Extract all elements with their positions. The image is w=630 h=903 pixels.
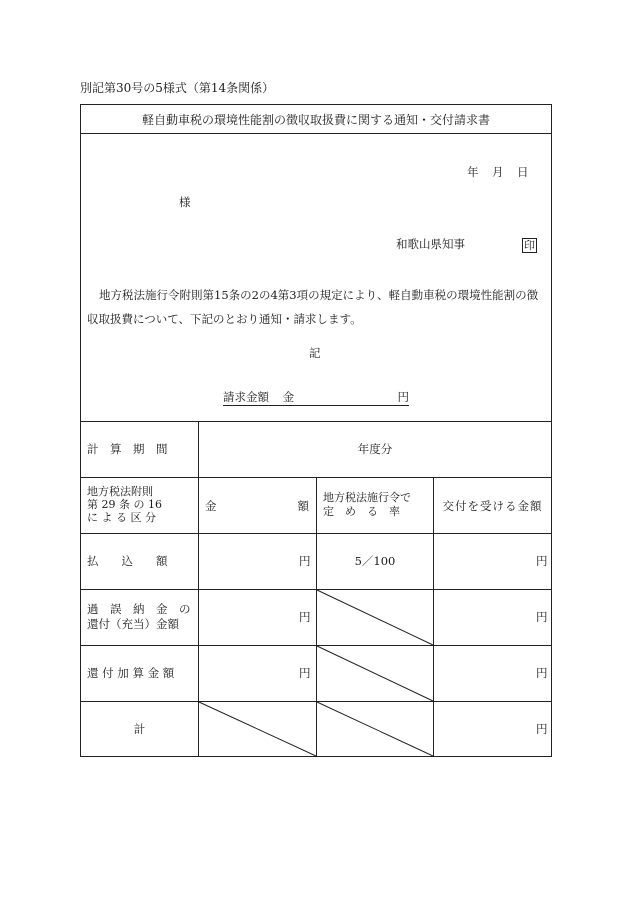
seal-mark: 印	[524, 239, 535, 252]
form-title: 軽自動車税の環境性能割の徴収取扱費に関する通知・交付請求書	[141, 113, 490, 127]
claim-kin: 金	[282, 390, 295, 404]
row-refund-amount-yen: 円	[299, 610, 311, 624]
ki-heading: 記	[309, 346, 321, 360]
row-total-grant-yen: 円	[536, 722, 548, 736]
amount-header-left: 金	[205, 499, 217, 513]
rate-header	[323, 491, 429, 519]
row-payment-grant-yen: 円	[536, 554, 548, 568]
row-surcharge-label: 還 付 加 算 金 額	[87, 666, 175, 680]
row-total-amount-diagonal	[199, 702, 316, 756]
row-surcharge-amount-yen: 円	[299, 666, 311, 680]
title-divider	[81, 133, 551, 134]
notice-body-line2: 収取扱費について、下記のとおり通知・請求します。	[87, 312, 362, 326]
category-header-line1: 地方税法附則	[87, 485, 153, 498]
row-refund-label-line1: 過 誤 納 金 の	[87, 602, 191, 616]
row-refund-label-line2: 還付（充当）金額	[87, 617, 179, 631]
amount-header-right: 額	[297, 499, 309, 513]
category-header-line2: 第 29 条 の 16	[87, 498, 162, 511]
date-day: 日	[517, 165, 529, 179]
date-month: 月	[492, 165, 504, 179]
issuer-name: 和歌山県知事	[396, 237, 465, 251]
addressee-suffix: 様	[179, 195, 191, 209]
row-total-rate-diagonal	[317, 702, 433, 756]
row-surcharge-rate-diagonal	[317, 646, 433, 701]
row-refund-label	[87, 602, 197, 632]
rate-header-line2: 定 め る 率	[323, 505, 400, 518]
grant-header: 交付を受ける金額	[442, 499, 543, 513]
form-reference: 別記第30号の5様式（第14条関係）	[80, 81, 275, 95]
category-header	[87, 485, 193, 524]
header-section-divider	[81, 421, 551, 422]
date-year: 年	[467, 165, 479, 179]
row-refund-rate-diagonal	[317, 590, 433, 645]
claim-amount-line	[223, 390, 409, 406]
rate-column-line	[433, 477, 434, 756]
row-payment-label: 払 込 額	[87, 554, 168, 568]
form-frame	[80, 104, 552, 757]
row-payment-rate: 5／100	[354, 554, 396, 568]
notice-body-line1: 地方税法施行令附則第15条の2の4第3項の規定により、軽自動車税の環境性能割の徴	[99, 288, 539, 302]
claim-label: 請求金額	[223, 390, 269, 404]
period-label: 計 算 期 間	[87, 442, 168, 456]
row-payment-amount-yen: 円	[299, 554, 311, 568]
amount-header	[205, 499, 309, 514]
row-refund-grant-yen: 円	[536, 610, 548, 624]
notice-body	[87, 283, 547, 331]
category-header-line3: に よ る 区 分	[87, 511, 156, 524]
rate-header-line1: 地方税法施行令で	[323, 491, 411, 504]
row-surcharge-grant-yen: 円	[536, 666, 548, 680]
claim-yen: 円	[397, 390, 409, 404]
row-total-label: 計	[133, 722, 146, 736]
period-value: 年度分	[357, 442, 393, 456]
